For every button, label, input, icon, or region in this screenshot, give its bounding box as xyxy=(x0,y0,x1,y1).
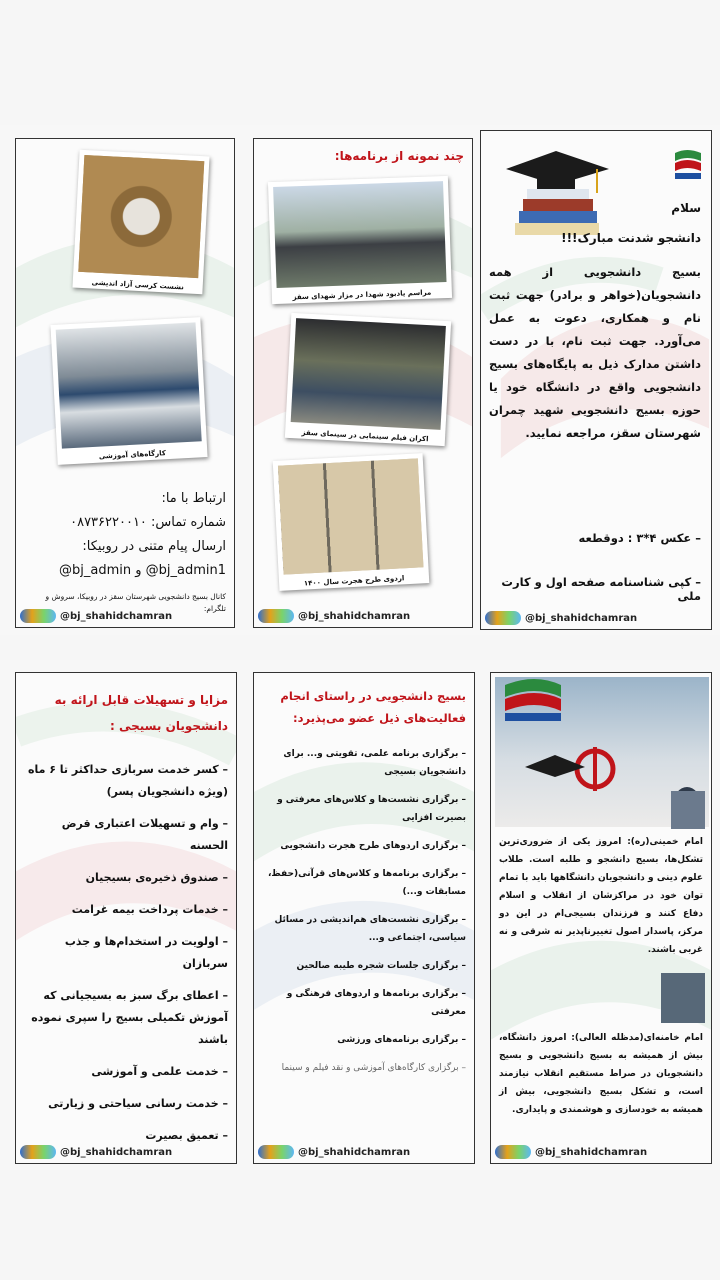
graduation-cap-books-icon xyxy=(501,149,611,244)
contact-title: ارتباط با ما: xyxy=(161,491,226,506)
footer-handle[interactable]: @bj_shahidchamran xyxy=(298,610,411,622)
panel-contact xyxy=(15,138,235,628)
footer-handle[interactable]: @bj_shahidchamran xyxy=(525,612,638,624)
photo-hejrat-camp xyxy=(273,453,430,591)
activities-list xyxy=(262,745,466,1087)
brochure-inside xyxy=(0,660,720,1170)
rubika-label: ارسال پیام متنی در روبیکا: xyxy=(82,539,226,554)
contact-phone[interactable]: شماره تماس: ۰۸۷۳۶۲۲۰۰۱۰ xyxy=(70,515,226,530)
list-item: – خدمت رسانی سیاحتی و زیارتی xyxy=(48,1097,228,1110)
doc-photo: – عکس ۴*۳ : دوقطعه xyxy=(578,531,701,545)
list-item: – برگزاری کارگاه‌های آموزشی و نقد فیلم و سینما xyxy=(281,1063,466,1073)
footer-handle[interactable]: @bj_shahidchamran xyxy=(60,610,173,622)
social-logos-icon xyxy=(258,1145,294,1159)
panel-benefits xyxy=(15,672,237,1164)
social-logos-icon xyxy=(20,609,56,623)
panel-footer xyxy=(485,609,707,627)
panel-leaders xyxy=(490,672,712,1164)
social-logos-icon xyxy=(495,1145,531,1159)
list-item: – برگزاری نشست‌های هم‌اندیشی در مسائل سیاسی، اجتماعی و... xyxy=(274,915,466,943)
programs-title: چند نمونه از برنامه‌ها: xyxy=(334,149,464,163)
doc-id: – کپی شناسنامه صفحه اول و کارت ملی xyxy=(501,575,701,603)
panel-footer xyxy=(20,607,230,625)
admin-handles[interactable]: @bj_admin و @bj_admin1 xyxy=(58,563,226,578)
photo-free-thinking xyxy=(72,150,209,295)
list-item: – برگزاری برنامه‌ها و اردوهای فرهنگی و معرفتی xyxy=(286,989,466,1017)
list-item: – برگزاری برنامه‌های ورزشی xyxy=(337,1035,466,1045)
caption-memorial: مراسم یادبود شهدا در مزار شهدای سقز xyxy=(292,288,432,302)
khomeini-portrait-icon xyxy=(671,791,705,829)
photo-cinema xyxy=(285,313,451,446)
list-item: – کسر خدمت سربازی حداکثر تا ۶ ماه (ویژه دانشجویان پسر) xyxy=(27,763,228,798)
panel-footer xyxy=(258,607,468,625)
caption-workshops: کارگاه‌های آموزشی xyxy=(98,449,167,461)
panel-programs xyxy=(253,138,473,628)
list-item: – برگزاری برنامه‌ها و کلاس‌های قرآنی(حفظ، مسابقات و...) xyxy=(267,869,466,897)
list-item: – خدمات پرداخت بیمه غرامت xyxy=(71,903,228,916)
caption-camp: اردوی طرح هجرت سال ۱۴۰۰ xyxy=(303,574,405,588)
panel-footer xyxy=(495,1143,707,1161)
activities-title: بسیج دانشجویی در راستای انجام فعالیت‌های ذیل عضو می‌پذیرد: xyxy=(280,689,466,725)
congrats: دانشجو شدنت مبارک!!! xyxy=(561,231,701,245)
basij-logo-icon xyxy=(671,147,703,183)
social-logos-icon xyxy=(258,609,294,623)
footer-handle[interactable]: @bj_shahidchamran xyxy=(298,1146,411,1158)
panel-welcome xyxy=(480,130,712,630)
list-item: – برگزاری اردوهای طرح هجرت دانشجویی xyxy=(280,841,466,851)
caption-cinema: اکران فیلم سینمایی در سینمای سقز xyxy=(301,428,429,444)
panel-footer xyxy=(20,1143,232,1161)
list-item: – صندوق ذخیره‌ی بسیجیان xyxy=(85,871,228,884)
social-logos-icon xyxy=(20,1145,56,1159)
footer-handle[interactable]: @bj_shahidchamran xyxy=(60,1146,173,1158)
list-item: – اعطای برگ سبز به بسیجیانی که آموزش تکمیلی بسیج را سپری نموده باشند xyxy=(31,989,228,1046)
list-item: – برگزاری نشست‌ها و کلاس‌های معرفتی و بصیرت افزایی xyxy=(277,795,466,823)
brochure-outside xyxy=(0,125,720,635)
registration-text: بسیج دانشجویی از همه دانشجویان(خواهر و برادر) جهت ثبت نام و همکاری، دعوت به عمل می‌آورد. جهت ثبت نام، با در دست داشتن مدارک ذیل به پایگاه‌های بسیج دانشجویی واقع در دانشگاه خود یا حوزه بسیج دانشجویی شهید چمران شهرستان سقز، مراجعه نمایید. xyxy=(489,265,701,440)
list-item: – تعمیق بصیرت xyxy=(145,1129,228,1142)
social-logos-icon xyxy=(485,611,521,625)
list-item: – خدمت علمی و آموزشی xyxy=(91,1065,228,1078)
khomeini-quote: امام خمینی(ره): امروز یکی از ضروری‌ترین تشکل‌ها، بسیج دانشجو و طلبه است. طلاب علوم دینی و دانشجویان دانشگاهها باید با تمام توان خود در مراکزشان از انقلاب و اسلام دفاع کنند و فرزندان بسیجی‌ام در این دو مرکز، پاسدار اصول تغییرناپذیر نه شرقی و نه غربی باشند. xyxy=(499,837,703,955)
khamenei-quote: امام خامنه‌ای(مدظله العالی): امروز دانشگاه، بیش از همیشه به بسیج دانشجویی و بسیج دانشجویان در صراط مستقیم انقلاب نیازمند است، و تشکل بسیج دانشجویی، بیش از همیشه به خودسازی و هوشمندی و پایداری. xyxy=(499,1033,703,1115)
benefits-title: مزایا و تسهیلات قابل ارائه به دانشجویان بسیجی : xyxy=(54,693,228,733)
caption-free-thinking: نشست کرسی آزاد اندیشی xyxy=(91,278,185,292)
list-item: – اولویت در استخدام‌ها و جذب سربازان xyxy=(64,935,228,970)
channel-note: کانال بسیج دانشجویی شهرستان سقز در روبیکا، سروش و تلگرام: xyxy=(45,592,226,613)
photo-workshops xyxy=(50,317,207,465)
list-item: – برگزاری برنامه علمی، تقویتی و... برای دانشجویان بسیجی xyxy=(283,749,466,777)
list-item: – برگزاری جلسات شجره طیبه صالحین xyxy=(296,961,466,971)
khamenei-portrait-icon xyxy=(661,973,705,1023)
panel-activities xyxy=(253,672,475,1164)
greeting: سلام xyxy=(671,201,701,215)
photo-martyrs-memorial xyxy=(268,176,452,304)
footer-handle[interactable]: @bj_shahidchamran xyxy=(535,1146,648,1158)
panel-footer xyxy=(258,1143,470,1161)
list-item: – وام و تسهیلات اعتباری قرض الحسنه xyxy=(61,817,228,852)
benefits-list xyxy=(24,759,228,1157)
